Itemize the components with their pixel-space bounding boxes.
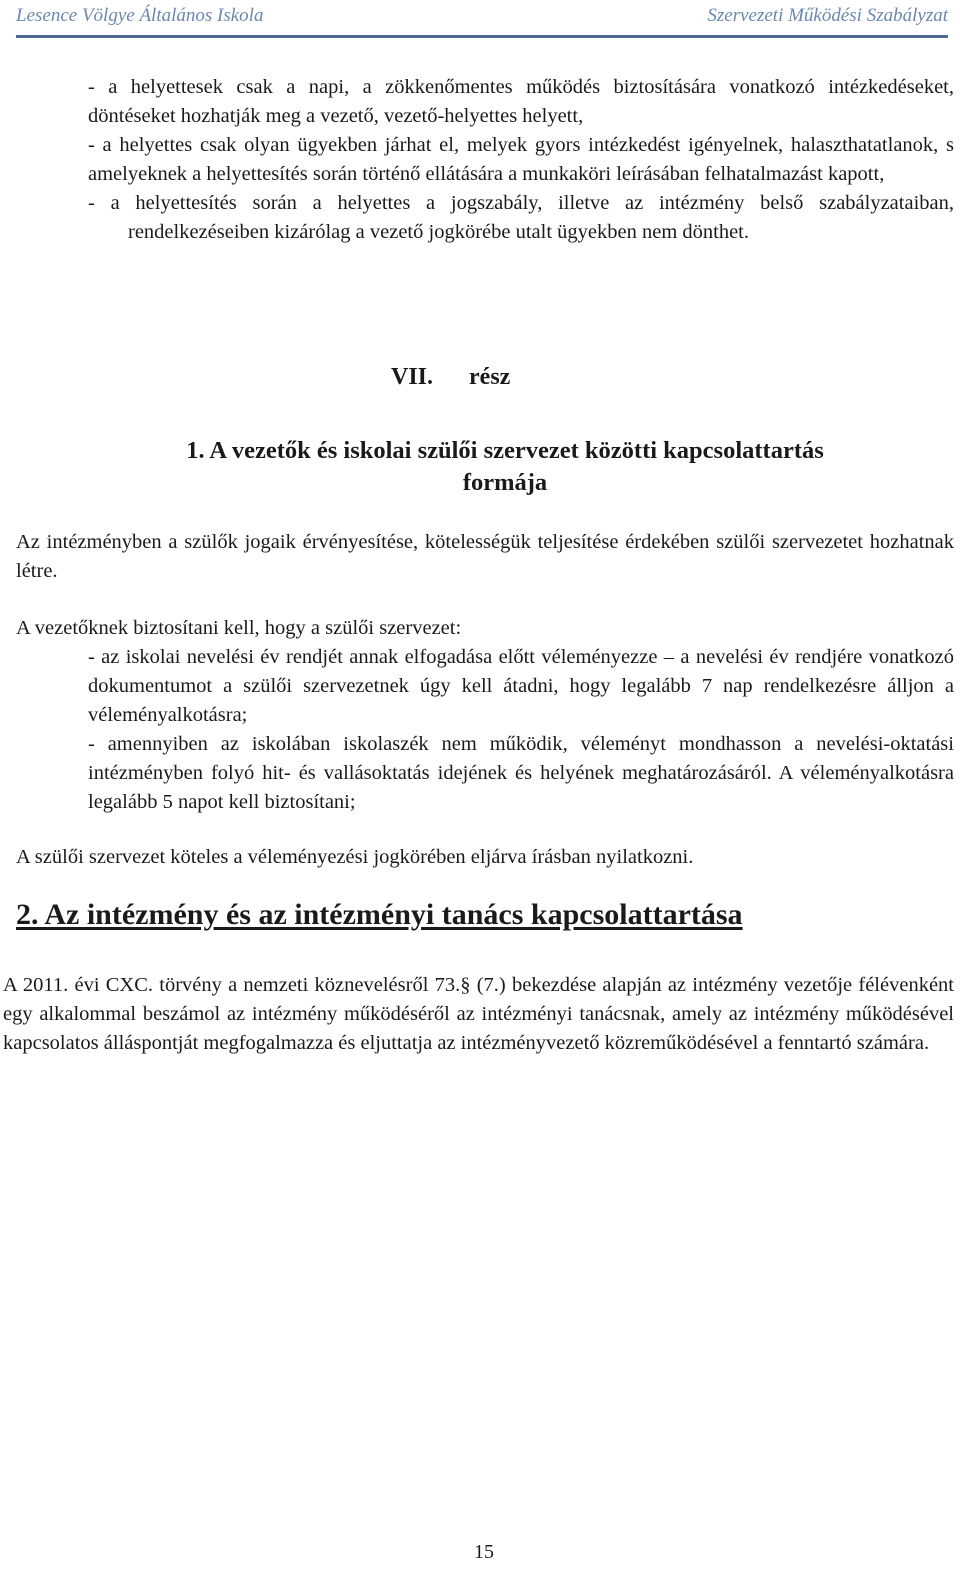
paragraph-written-statement: A szülői szervezet köteles a véleményezési jogkörében eljárva írásban nyilatkozni. (16, 846, 694, 868)
substitution-rules-list (88, 73, 954, 247)
paragraph-leaders-duty: A vezetőknek biztosítani kell, hogy a szülői szervezet: (16, 617, 462, 639)
list-item: - a helyettesek csak a napi, a zökkenőmentes működés biztosítására vonatkozó intézkedéseket, döntéseket hozhatják meg a vezető, vezető-helyettes helyett, (88, 76, 954, 127)
list-item: - az iskolai nevelési év rendjét annak elfogadása előtt véleményezze – a nevelési év rendjére vonatkozó dokumentumot a szülői szervezetnek úgy kell átadni, hogy legalább 7 nap rendelkezésre álljon a véleményalkotásra; (88, 646, 954, 726)
header-school-name: Lesence Völgye Általános Iskola (16, 5, 264, 26)
list-item: - amennyiben az iskolában iskolaszék nem működik, véleményt mondhasson a nevelési-oktatási intézményben folyó hit- és vallásoktatás idejének és helyének meghatározásáról. A véleményalkotásra legalább 5 napot kell biztosítani; (88, 733, 954, 813)
paragraph-institutional-council: A 2011. évi CXC. törvény a nemzeti köznevelésről 73.§ (7.) bekezdése alapján az intézmény vezetője félévenként egy alkalommal beszámol az intézmény működéséről az intézményi tanácsnak, amely az intézmény működésével kapcsolatos álláspontját megfogalmazza és eljuttatja az intézményvezető közreműködésével a fenntartó számára. (3, 974, 954, 1054)
part-title: VII. rész (391, 364, 511, 390)
section-heading-2: 2. Az intézmény és az intézményi tanács kapcsolattartása (16, 898, 743, 931)
page-number: 15 (474, 1541, 494, 1563)
paragraph-parent-organization: Az intézményben a szülők jogaik érvényesítése, kötelességük teljesítése érdekében szülői szervezetet hozhatnak létre. (16, 531, 954, 582)
header-document-title: Szervezeti Működési Szabályzat (707, 5, 948, 26)
list-item: - a helyettes csak olyan ügyekben járhat el, melyek gyors intézkedést igényelnek, halaszthatatlanok, s amelyeknek a helyettesítés során történő ellátására a munkaköri leírásában felhatalmazást kapott, (88, 134, 954, 185)
parent-organization-rights-list (88, 643, 954, 817)
page-header (16, 3, 948, 38)
list-item: - a helyettesítés során a helyettes a jogszabály, illetve az intézmény belső szabályzataiban, rendelkezéseiben kizárólag a vezető jogkörébe utalt ügyekben nem dönthet. (88, 192, 954, 243)
section-heading-1: 1. A vezetők és iskolai szülői szervezet közötti kapcsolattartás formája (186, 437, 824, 496)
